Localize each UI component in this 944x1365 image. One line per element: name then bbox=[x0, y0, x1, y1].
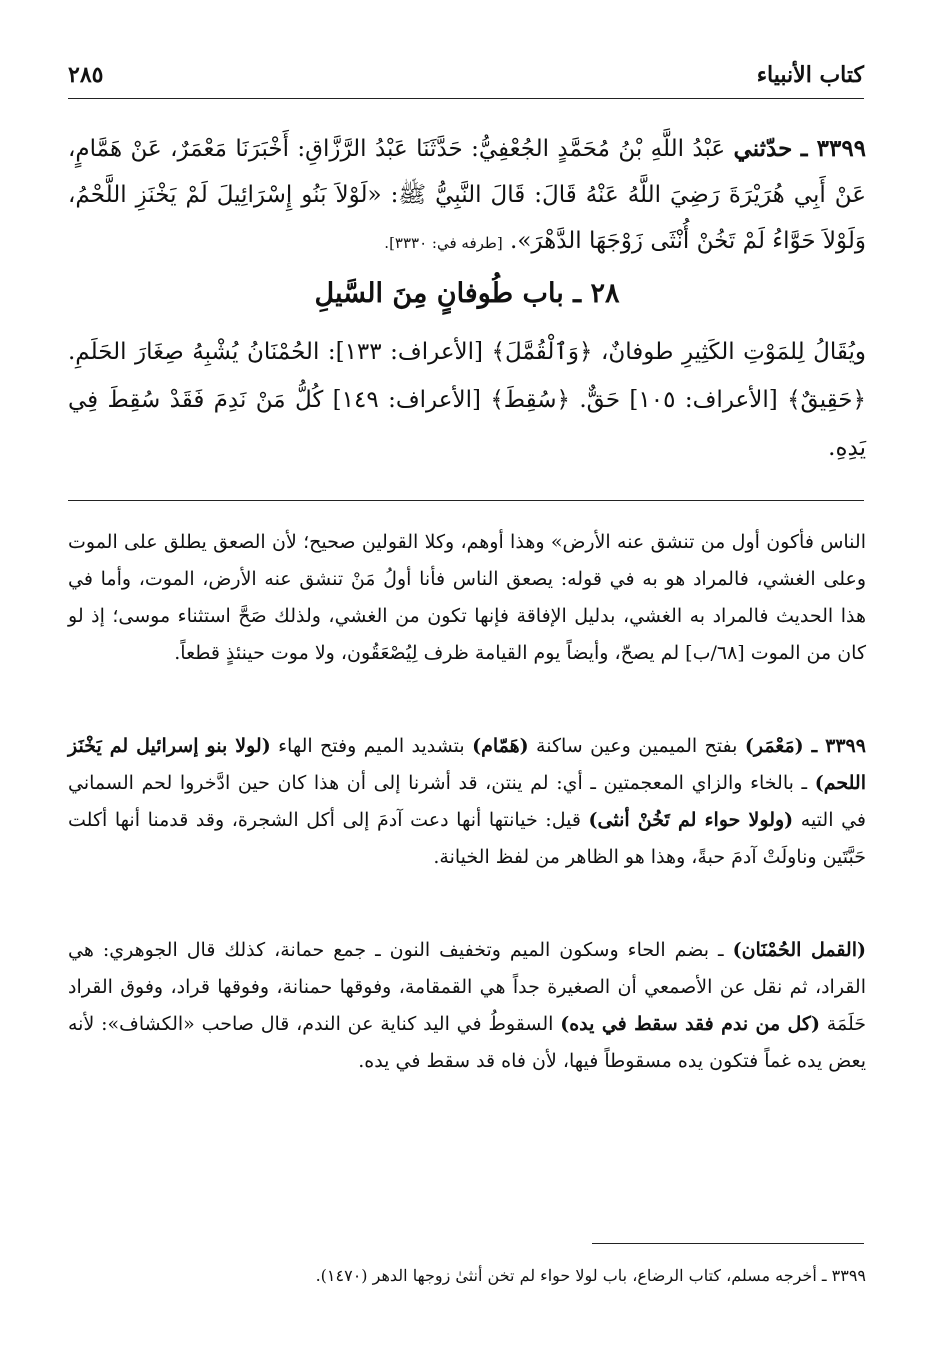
commentary-lemma: (هَمّام) bbox=[472, 735, 529, 757]
commentary-lemma: (لولا بنو إسرائيل لم يَخْنَز اللحم) bbox=[68, 735, 866, 794]
commentary-text: ـ بضم الحاء وسكون الميم وتخفيف النون ـ جمع حمانة، كذلك قال الجوهري: هي القراد، ثم نقل عن الأصمعي أن الصغيرة جداً هي القمقامة، وفوقها حمنانة، وفوقها قراد، وفوق القراد حَلَمَة bbox=[68, 939, 866, 1035]
chapter-text: ويُقَالُ لِلمَوْتِ الكَثِيرِ طوفانٌ، ﴿وَٱلْقُمَّلَ﴾ [الأعراف: ١٣٣]: الحُمْنَانُ يُشْبِهُ صِغَارَ الحَلَمِ. ﴿حَقِيقٌ﴾ [الأعراف: ١٠٥] حَقٌّ. ﴿سُقِطَ﴾ [الأعراف: ١٤٩] كُلُّ مَنْ نَدِمَ فَقَدْ سُقِطَ فِي يَدِهِ. bbox=[68, 339, 867, 461]
page-header bbox=[68, 58, 864, 98]
footnote: ٣٣٩٩ ـ أخرجه مسلم، كتاب الرضاع، باب لولا حواء لم تخن أنثىٰ زوجها الدهر (١٤٧٠). bbox=[315, 1266, 866, 1285]
commentary-text: السقوطُ في اليد كناية عن الندم، قال صاحب «الكشاف»: لأنه يعض يده غماً فتكون يده مسقوطاً فيها، لأن فاه قد سقط في يده. bbox=[68, 1013, 866, 1072]
running-title: كتاب الأنبياء bbox=[756, 62, 864, 88]
commentary-paragraph-1: الناس فأكون أول من تنشق عنه الأرض» وهذا أوهم، وكلا القولين صحيح؛ لأن الصعق يطلق على الموت وعلى الغشي، فالمراد هو به في قوله: يصعق الناس فأنا أولُ مَنْ تنشق عنه الأرض، الموت، وأما في هذا الحديث فالمراد به الغشي، بدليل الإفاقة فإنها تكون من الغشي، ولذلك صَحَّ استثناء موسى؛ إذ لو كان من الموت [٦٨/ب] لم يصحّ، وأيضاً يوم القيامة ظرف لِيُصْعَقُون، ولا موت حينئذٍ قطعاً. bbox=[68, 531, 866, 664]
hadith-number: ٣٣٩٩ ـ bbox=[800, 135, 867, 162]
commentary-text: بتشديد الميم وفتح الهاء bbox=[278, 735, 465, 757]
footnote-divider bbox=[592, 1243, 864, 1244]
hadith-body: عَبْدُ اللَّهِ بْنُ مُحَمَّدٍ الجُعْفِيُّ: حَدَّثَنَا عَبْدُ الرَّزَّاقِ: أَخْبَرَنَا مَعْمَرٌ، عَنْ هَمَّامٍ، عَنْ أَبِي هُرَيْرَةَ رَضِيَ اللَّهُ عَنْهُ قَالَ: قَالَ النَّبِيُّ ﷺ: «لَوْلاَ بَنُو إِسْرَائِيلَ لَمْ يَخْنَزِ اللَّحْمُ، وَلَوْلاَ حَوَّاءُ لَمْ تَخُنْ أُنْثَى زَوْجَهَا الدَّهْرَ». bbox=[68, 136, 866, 254]
hadith-reference: [طرفه في: ٣٣٣٠]. bbox=[384, 234, 503, 252]
commentary-lemma: (القمل الحُمْنَان) bbox=[732, 939, 866, 961]
commentary-text: ـ بالخاء والزاي المعجمتين ـ أي: لم ينتن، قد أشرنا إلى أن هذا كان حين ادَّخروا لحم السماني في التيه bbox=[68, 772, 867, 831]
commentary-text: بفتح الميمين وعين ساكنة bbox=[536, 735, 738, 757]
commentary-lemma: (ولولا حواء لم تَخُنْ أنثى) bbox=[588, 809, 794, 831]
hadith-narrator-intro: حدّثني bbox=[733, 135, 793, 162]
commentary-paragraph-3 bbox=[68, 932, 866, 1080]
commentary-text: قيل: خيانتها أنها دعت آدمَ إلى أكل الشجرة، وقد قدمنا أنها أكلت حَبَّتَين وناولَتْ آدمَ حبةً، وهذا هو الظاهر من لفظ الخيانة. bbox=[68, 809, 866, 868]
commentary-divider bbox=[68, 500, 864, 501]
commentary-lemma: (كل من ندم فقد سقط في يده) bbox=[560, 1013, 820, 1035]
chapter-heading: ٢٨ ـ باب طُوفانٍ مِنَ السَّيلِ bbox=[314, 278, 620, 309]
commentary-lemma: ٣٣٩٩ ـ (مَعْمَر) bbox=[744, 735, 866, 757]
hadith-text bbox=[68, 126, 866, 266]
commentary-paragraph-2 bbox=[68, 728, 866, 876]
header-divider bbox=[68, 98, 864, 99]
page-number: ٢٨٥ bbox=[68, 62, 104, 88]
